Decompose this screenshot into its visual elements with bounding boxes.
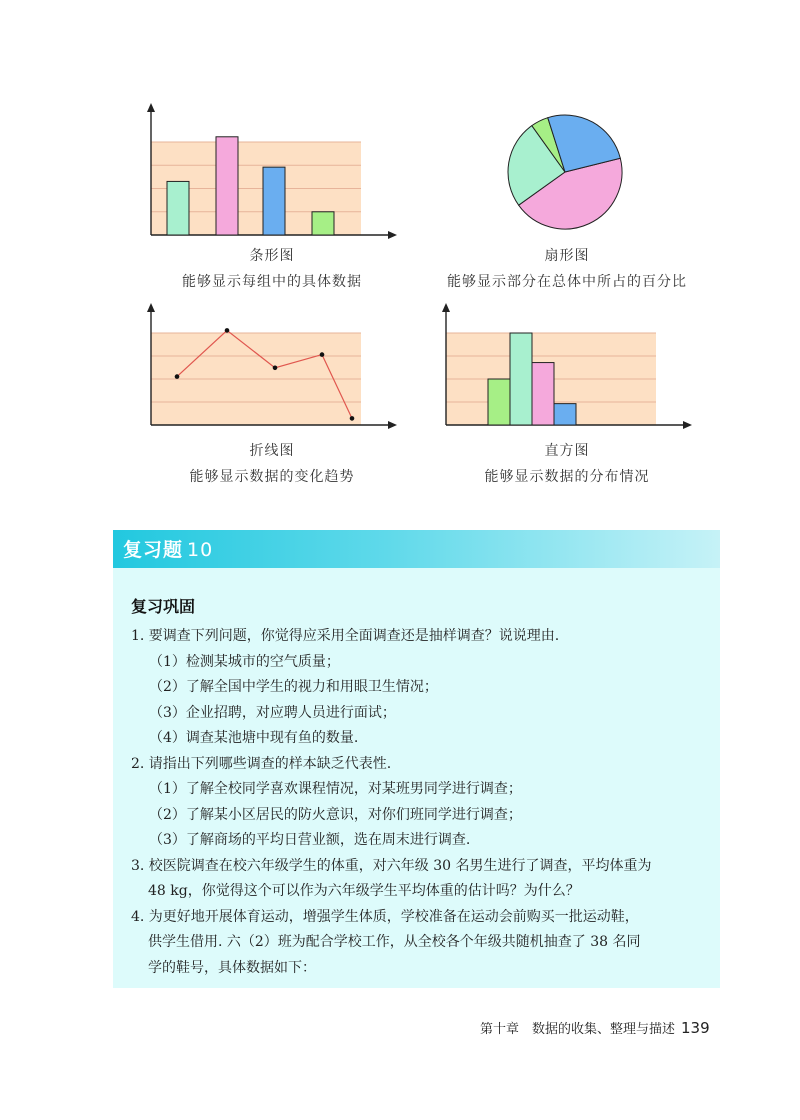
pie-chart-name: 扇形图 [544,248,590,264]
review-number: 10 [187,539,214,561]
review-header-band [113,530,720,568]
question-subline: （1）检测某城市的空气质量； [149,653,340,670]
section-title: 复习巩固 [131,597,196,616]
question-subline: 供学生借用. 六（2）班为配合学校工作，从全校各个年级共随机抽查了 38 名同 [148,934,641,950]
review-title [123,535,213,562]
chapter-title: 第十章 数据的收集、整理与描述 [480,1022,676,1037]
bar-chart-x-axis-arrow [388,231,397,239]
review-title-text: 复习题 [123,539,184,561]
histogram-bar [532,363,554,425]
bar-chart-name: 条形图 [249,248,295,264]
question-subline: （1）了解全校同学喜欢课程情况，对某班男同学进行调查； [149,781,522,797]
line-chart-point [225,328,230,333]
line-chart-point [320,352,325,357]
bar-chart-desc: 能够显示每组中的具体数据 [182,274,362,290]
pie-chart-figure [500,112,630,236]
histogram-bar [488,379,510,425]
question-subline: （3）企业招聘，对应聘人员进行面试； [149,704,396,721]
line-chart-name: 折线图 [249,443,295,459]
question-line: 3. 校医院调查在校六年级学生的体重，对六年级 30 名男生进行了调查，平均体重为 [131,857,652,874]
line-chart-point [175,374,180,379]
question-subline: （3）了解商场的平均日营业额，选在周末进行调查. [149,832,471,848]
histogram-y-axis-arrow [442,303,450,312]
line-chart-desc: 能够显示数据的变化趋势 [189,469,355,485]
histogram-name: 直方图 [544,443,590,459]
line-chart-point [350,416,355,421]
bar-chart-y-axis-arrow [147,103,155,112]
histogram-x-axis-arrow [683,421,692,429]
bar-chart-bar [312,212,334,235]
question-subline: （2）了解全国中学生的视力和用眼卫生情况； [149,679,438,695]
bar-chart-bar [167,181,189,235]
histogram-bar [510,333,532,425]
page-footer [480,1018,710,1037]
page-number: 139 [681,1019,710,1037]
question-subline: （4）调查某池塘中现有鱼的数量. [149,730,359,746]
question-subline: 48 kg，你觉得这个可以作为六年级学生平均体重的估计吗？为什么？ [148,883,580,899]
question-line: 1. 要调查下列问题，你觉得应采用全面调查还是抽样调查？说说理由. [131,628,560,644]
bar-chart-caption [112,243,432,295]
histogram-bar [554,404,576,425]
histogram-desc: 能够显示数据的分布情况 [484,469,650,485]
line-chart-point [273,366,278,371]
bar-chart-bar [216,137,238,235]
pie-chart-caption [407,243,727,295]
bar-chart-figure [140,100,400,245]
pie-chart-desc: 能够显示部分在总体中所占的百分比 [447,274,687,290]
histogram-caption [407,438,727,490]
question-line: 2. 请指出下列哪些调查的样本缺乏代表性. [131,755,392,772]
histogram-figure [435,300,695,435]
bar-chart-bar [263,167,285,235]
question-line: 4. 为更好地开展体育运动，增强学生体质，学校准备在运动会前购买一批运动鞋， [131,908,639,925]
question-subline: （2）了解某小区居民的防火意识，对你们班同学进行调查； [149,806,522,823]
line-chart-figure [140,300,400,435]
review-box [113,530,720,988]
question-subline: 学的鞋号，具体数据如下： [148,959,316,976]
line-chart-caption [112,438,432,490]
line-chart-y-axis-arrow [147,303,155,312]
line-chart-x-axis-arrow [388,421,397,429]
